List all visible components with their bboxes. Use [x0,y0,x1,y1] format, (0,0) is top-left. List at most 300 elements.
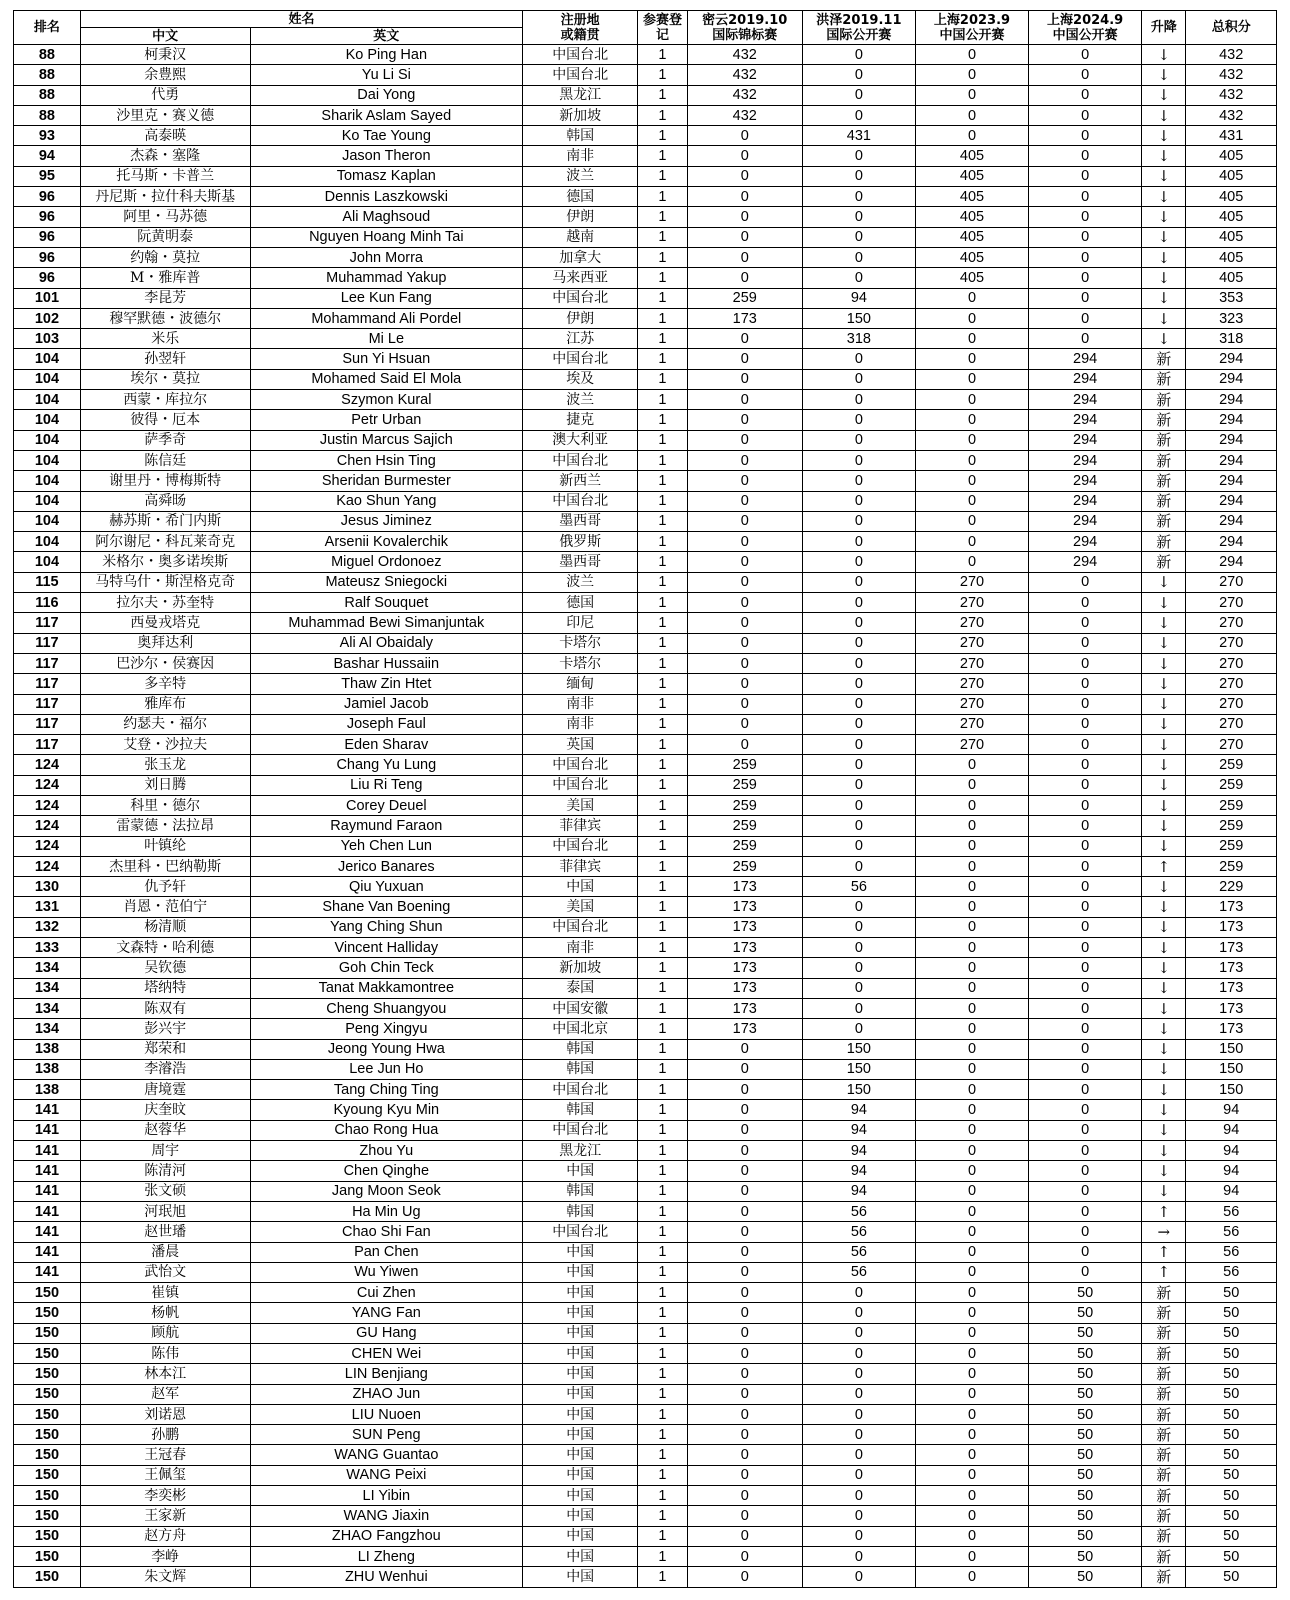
total-points-cell: 94 [1186,1181,1277,1201]
table-row [14,65,1277,85]
hongze-2019-points-cell: 150 [802,1080,915,1100]
registered-cell: 1 [638,207,687,227]
registered-cell: 1 [638,1303,687,1323]
chinese-name-cell: 陈伟 [80,1344,250,1364]
hongze-2019-points-cell: 0 [802,187,915,207]
registered-cell: 1 [638,572,687,592]
trend-cell: ↓ [1142,308,1186,328]
shanghai-2024-points-cell: 50 [1029,1567,1142,1587]
region-cell: 中国台北 [523,45,638,65]
rank-cell: 150 [14,1384,81,1404]
shanghai-2023-points-cell: 0 [915,958,1028,978]
rank-cell: 104 [14,552,81,572]
table-row [14,613,1277,633]
registered-cell: 1 [638,227,687,247]
shanghai-2023-points-cell: 0 [915,775,1028,795]
registered-cell: 1 [638,308,687,328]
ranking-table [13,10,1277,1588]
shanghai-2024-points-cell: 0 [1029,126,1142,146]
chinese-name-cell: 阮黄明泰 [80,227,250,247]
miyun-2019-points-cell: 0 [687,369,802,389]
english-name-cell: Szymon Kural [250,390,523,410]
hongze-2019-points-cell: 0 [802,795,915,815]
registered-cell: 1 [638,1364,687,1384]
registered-cell: 1 [638,714,687,734]
table-row [14,126,1277,146]
total-points-cell: 270 [1186,593,1277,613]
registered-cell: 1 [638,1323,687,1343]
miyun-2019-points-cell: 432 [687,65,802,85]
english-name-cell: Jamiel Jacob [250,694,523,714]
region-cell: 中国 [523,877,638,897]
chinese-name-cell: 杨帆 [80,1303,250,1323]
shanghai-2023-points-cell: 0 [915,471,1028,491]
total-points-cell: 50 [1186,1303,1277,1323]
header-event4-line2: 中国公开赛 [1052,27,1118,43]
trend-cell: ↓ [1142,146,1186,166]
shanghai-2023-points-cell: 0 [915,1384,1028,1404]
chinese-name-cell: 沙里克・赛义德 [80,105,250,125]
shanghai-2024-points-cell: 294 [1029,450,1142,470]
total-points-cell: 259 [1186,836,1277,856]
total-points-cell: 50 [1186,1344,1277,1364]
total-points-cell: 405 [1186,166,1277,186]
registered-cell: 1 [638,349,687,369]
english-name-cell: Dennis Laszkowski [250,187,523,207]
rank-cell: 138 [14,1039,81,1059]
table-row [14,268,1277,288]
shanghai-2024-points-cell: 0 [1029,1120,1142,1140]
miyun-2019-points-cell: 0 [687,1364,802,1384]
shanghai-2023-points-cell: 0 [915,1100,1028,1120]
shanghai-2024-points-cell: 0 [1029,1039,1142,1059]
shanghai-2024-points-cell: 0 [1029,917,1142,937]
rank-cell: 134 [14,998,81,1018]
hongze-2019-points-cell: 318 [802,329,915,349]
hongze-2019-points-cell: 0 [802,430,915,450]
header-total: 总积分 [1186,11,1277,45]
total-points-cell: 259 [1186,856,1277,876]
registered-cell: 1 [638,369,687,389]
region-cell: 中国 [523,1486,638,1506]
chinese-name-cell: 陈信廷 [80,450,250,470]
table-row [14,227,1277,247]
miyun-2019-points-cell: 0 [687,633,802,653]
rank-cell: 141 [14,1120,81,1140]
table-row [14,795,1277,815]
trend-cell: 新 [1142,1526,1186,1546]
total-points-cell: 405 [1186,207,1277,227]
trend-cell: 新 [1142,349,1186,369]
shanghai-2023-points-cell: 405 [915,207,1028,227]
table-row [14,1039,1277,1059]
registered-cell: 1 [638,1546,687,1566]
chinese-name-cell: 西曼戎塔克 [80,613,250,633]
chinese-name-cell: 杨清顺 [80,917,250,937]
trend-cell: 新 [1142,1404,1186,1424]
total-points-cell: 294 [1186,511,1277,531]
region-cell: 江苏 [523,329,638,349]
total-points-cell: 405 [1186,187,1277,207]
table-row [14,1323,1277,1343]
rank-cell: 133 [14,938,81,958]
chinese-name-cell: 朱文辉 [80,1567,250,1587]
miyun-2019-points-cell: 0 [687,126,802,146]
total-points-cell: 294 [1186,532,1277,552]
shanghai-2023-points-cell: 0 [915,856,1028,876]
chinese-name-cell: 高泰暎 [80,126,250,146]
miyun-2019-points-cell: 0 [687,1242,802,1262]
chinese-name-cell: 雷蒙德・法拉昂 [80,816,250,836]
miyun-2019-points-cell: 0 [687,268,802,288]
trend-cell: ↓ [1142,1181,1186,1201]
table-row [14,856,1277,876]
total-points-cell: 259 [1186,795,1277,815]
shanghai-2023-points-cell: 270 [915,694,1028,714]
english-name-cell: Raymund Faraon [250,816,523,836]
english-name-cell: Justin Marcus Sajich [250,430,523,450]
shanghai-2024-points-cell: 50 [1029,1283,1142,1303]
miyun-2019-points-cell: 0 [687,1404,802,1424]
english-name-cell: GU Hang [250,1323,523,1343]
english-name-cell: Petr Urban [250,410,523,430]
rank-cell: 117 [14,674,81,694]
rank-cell: 104 [14,511,81,531]
shanghai-2024-points-cell: 0 [1029,978,1142,998]
region-cell: 中国台北 [523,755,638,775]
header-registered-line2: 记 [655,27,669,43]
english-name-cell: Tomasz Kaplan [250,166,523,186]
chinese-name-cell: 约瑟夫・福尔 [80,714,250,734]
hongze-2019-points-cell: 0 [802,1425,915,1445]
chinese-name-cell: 河珉旭 [80,1201,250,1221]
hongze-2019-points-cell: 0 [802,1404,915,1424]
hongze-2019-points-cell: 94 [802,1100,915,1120]
table-row [14,694,1277,714]
hongze-2019-points-cell: 0 [802,836,915,856]
region-cell: 韩国 [523,1100,638,1120]
rank-cell: 104 [14,471,81,491]
hongze-2019-points-cell: 0 [802,369,915,389]
miyun-2019-points-cell: 0 [687,1283,802,1303]
shanghai-2024-points-cell: 0 [1029,1161,1142,1181]
shanghai-2024-points-cell: 0 [1029,45,1142,65]
registered-cell: 1 [638,958,687,978]
registered-cell: 1 [638,1100,687,1120]
total-points-cell: 56 [1186,1262,1277,1282]
region-cell: 韩国 [523,1201,638,1221]
hongze-2019-points-cell: 0 [802,1283,915,1303]
region-cell: 墨西哥 [523,552,638,572]
registered-cell: 1 [638,126,687,146]
total-points-cell: 50 [1186,1567,1277,1587]
region-cell: 中国台北 [523,450,638,470]
region-cell: 中国台北 [523,775,638,795]
miyun-2019-points-cell: 0 [687,593,802,613]
chinese-name-cell: 仇予轩 [80,877,250,897]
shanghai-2024-points-cell: 0 [1029,856,1142,876]
english-name-cell: Mohammand Ali Pordel [250,308,523,328]
rank-cell: 96 [14,227,81,247]
chinese-name-cell: 李昆芳 [80,288,250,308]
miyun-2019-points-cell: 0 [687,572,802,592]
chinese-name-cell: 阿尔谢尼・科瓦莱奇克 [80,532,250,552]
trend-cell: ↓ [1142,816,1186,836]
miyun-2019-points-cell: 0 [687,532,802,552]
english-name-cell: Bashar Hussaiin [250,653,523,673]
region-cell: 中国 [523,1445,638,1465]
shanghai-2024-points-cell: 50 [1029,1546,1142,1566]
shanghai-2023-points-cell: 0 [915,1120,1028,1140]
trend-cell: ↓ [1142,1100,1186,1120]
registered-cell: 1 [638,390,687,410]
shanghai-2024-points-cell: 0 [1029,85,1142,105]
miyun-2019-points-cell: 173 [687,978,802,998]
hongze-2019-points-cell: 94 [802,288,915,308]
chinese-name-cell: 李濬浩 [80,1059,250,1079]
region-cell: 德国 [523,187,638,207]
table-row [14,1364,1277,1384]
total-points-cell: 173 [1186,917,1277,937]
shanghai-2023-points-cell: 0 [915,877,1028,897]
table-row [14,674,1277,694]
rank-cell: 117 [14,653,81,673]
hongze-2019-points-cell: 0 [802,1465,915,1485]
miyun-2019-points-cell: 0 [687,207,802,227]
region-cell: 南非 [523,146,638,166]
header-registered-line1: 参赛登 [642,12,682,28]
hongze-2019-points-cell: 94 [802,1120,915,1140]
table-row [14,917,1277,937]
shanghai-2023-points-cell: 405 [915,247,1028,267]
total-points-cell: 270 [1186,674,1277,694]
region-cell: 中国 [523,1404,638,1424]
miyun-2019-points-cell: 0 [687,1080,802,1100]
shanghai-2023-points-cell: 0 [915,349,1028,369]
shanghai-2024-points-cell: 0 [1029,1019,1142,1039]
chinese-name-cell: 高舜旸 [80,491,250,511]
registered-cell: 1 [638,775,687,795]
miyun-2019-points-cell: 0 [687,450,802,470]
miyun-2019-points-cell: 0 [687,1425,802,1445]
total-points-cell: 294 [1186,450,1277,470]
shanghai-2024-points-cell: 294 [1029,349,1142,369]
total-points-cell: 50 [1186,1506,1277,1526]
shanghai-2023-points-cell: 405 [915,227,1028,247]
registered-cell: 1 [638,1141,687,1161]
english-name-cell: Liu Ri Teng [250,775,523,795]
total-points-cell: 294 [1186,430,1277,450]
registered-cell: 1 [638,247,687,267]
trend-cell: ↓ [1142,288,1186,308]
header-region [523,11,638,45]
english-name-cell: WANG Jiaxin [250,1506,523,1526]
english-name-cell: Chen Qinghe [250,1161,523,1181]
hongze-2019-points-cell: 0 [802,775,915,795]
registered-cell: 1 [638,45,687,65]
english-name-cell: WANG Peixi [250,1465,523,1485]
region-cell: 捷克 [523,410,638,430]
shanghai-2023-points-cell: 0 [915,65,1028,85]
english-name-cell: Chen Hsin Ting [250,450,523,470]
registered-cell: 1 [638,1465,687,1485]
region-cell: 中国北京 [523,1019,638,1039]
total-points-cell: 405 [1186,146,1277,166]
total-points-cell: 294 [1186,369,1277,389]
english-name-cell: Shane Van Boening [250,897,523,917]
shanghai-2023-points-cell: 0 [915,450,1028,470]
chinese-name-cell: 穆罕默德・波德尔 [80,308,250,328]
trend-cell: 新 [1142,1546,1186,1566]
trend-cell: ↑ [1142,1242,1186,1262]
total-points-cell: 318 [1186,329,1277,349]
trend-cell: ↓ [1142,572,1186,592]
table-row [14,308,1277,328]
registered-cell: 1 [638,593,687,613]
table-row [14,1465,1277,1485]
table-row [14,1546,1277,1566]
shanghai-2024-points-cell: 0 [1029,674,1142,694]
chinese-name-cell: 约翰・莫拉 [80,247,250,267]
english-name-cell: Kyoung Kyu Min [250,1100,523,1120]
rank-cell: 116 [14,593,81,613]
chinese-name-cell: 武怡文 [80,1262,250,1282]
chinese-name-cell: 李奕彬 [80,1486,250,1506]
chinese-name-cell: 吴钦德 [80,958,250,978]
trend-cell: ↓ [1142,755,1186,775]
hongze-2019-points-cell: 0 [802,390,915,410]
miyun-2019-points-cell: 0 [687,1323,802,1343]
registered-cell: 1 [638,1059,687,1079]
region-cell: 中国台北 [523,1080,638,1100]
registered-cell: 1 [638,1445,687,1465]
trend-cell: ↓ [1142,1059,1186,1079]
chinese-name-cell: 顾航 [80,1323,250,1343]
rank-cell: 104 [14,410,81,430]
miyun-2019-points-cell: 0 [687,247,802,267]
miyun-2019-points-cell: 0 [687,1039,802,1059]
chinese-name-cell: 周宇 [80,1141,250,1161]
trend-cell: ↓ [1142,187,1186,207]
rank-cell: 101 [14,288,81,308]
chinese-name-cell: 赵方舟 [80,1526,250,1546]
chinese-name-cell: 刘诺恩 [80,1404,250,1424]
region-cell: 韩国 [523,1181,638,1201]
english-name-cell: Zhou Yu [250,1141,523,1161]
miyun-2019-points-cell: 0 [687,1059,802,1079]
english-name-cell: LIU Nuoen [250,1404,523,1424]
chinese-name-cell: 米乐 [80,329,250,349]
hongze-2019-points-cell: 0 [802,1526,915,1546]
table-row [14,329,1277,349]
trend-cell: ↑ [1142,856,1186,876]
trend-cell: ↓ [1142,613,1186,633]
shanghai-2024-points-cell: 0 [1029,714,1142,734]
trend-cell: ↓ [1142,1141,1186,1161]
rank-cell: 150 [14,1567,81,1587]
hongze-2019-points-cell: 0 [802,491,915,511]
rank-cell: 150 [14,1506,81,1526]
table-row [14,897,1277,917]
english-name-cell: Peng Xingyu [250,1019,523,1039]
table-row [14,572,1277,592]
shanghai-2023-points-cell: 0 [915,85,1028,105]
shanghai-2023-points-cell: 270 [915,674,1028,694]
shanghai-2024-points-cell: 50 [1029,1323,1142,1343]
trend-cell: 新 [1142,1344,1186,1364]
registered-cell: 1 [638,187,687,207]
english-name-cell: Muhammad Bewi Simanjuntak [250,613,523,633]
region-cell: 卡塔尔 [523,653,638,673]
miyun-2019-points-cell: 0 [687,653,802,673]
table-row [14,593,1277,613]
shanghai-2024-points-cell: 0 [1029,816,1142,836]
hongze-2019-points-cell: 0 [802,613,915,633]
registered-cell: 1 [638,897,687,917]
header-event-shanghai-2023 [915,11,1028,45]
english-name-cell: Jeong Young Hwa [250,1039,523,1059]
rank-cell: 150 [14,1344,81,1364]
table-row [14,1344,1277,1364]
chinese-name-cell: 王家新 [80,1506,250,1526]
total-points-cell: 50 [1186,1445,1277,1465]
region-cell: 中国台北 [523,349,638,369]
miyun-2019-points-cell: 0 [687,410,802,430]
total-points-cell: 94 [1186,1100,1277,1120]
rank-cell: 95 [14,166,81,186]
shanghai-2023-points-cell: 0 [915,1181,1028,1201]
trend-cell: ↑ [1142,1262,1186,1282]
shanghai-2023-points-cell: 0 [915,105,1028,125]
region-cell: 黑龙江 [523,85,638,105]
miyun-2019-points-cell: 0 [687,1161,802,1181]
shanghai-2023-points-cell: 405 [915,146,1028,166]
table-row [14,1384,1277,1404]
table-row [14,511,1277,531]
chinese-name-cell: 雅库布 [80,694,250,714]
shanghai-2023-points-cell: 0 [915,511,1028,531]
registered-cell: 1 [638,288,687,308]
english-name-cell: ZHU Wenhui [250,1567,523,1587]
miyun-2019-points-cell: 0 [687,1465,802,1485]
region-cell: 泰国 [523,978,638,998]
table-row [14,755,1277,775]
registered-cell: 1 [638,816,687,836]
region-cell: 菲律宾 [523,856,638,876]
registered-cell: 1 [638,532,687,552]
shanghai-2024-points-cell: 0 [1029,633,1142,653]
table-row [14,390,1277,410]
shanghai-2024-points-cell: 0 [1029,877,1142,897]
english-name-cell: Mohamed Said El Mola [250,369,523,389]
header-rank: 排名 [14,11,81,45]
total-points-cell: 323 [1186,308,1277,328]
hongze-2019-points-cell: 0 [802,146,915,166]
table-row [14,1100,1277,1120]
table-row [14,552,1277,572]
header-event-miyun-2019 [687,11,802,45]
total-points-cell: 50 [1186,1546,1277,1566]
region-cell: 卡塔尔 [523,633,638,653]
table-row [14,653,1277,673]
shanghai-2024-points-cell: 0 [1029,1141,1142,1161]
hongze-2019-points-cell: 0 [802,1567,915,1587]
hongze-2019-points-cell: 0 [802,938,915,958]
shanghai-2024-points-cell: 0 [1029,735,1142,755]
shanghai-2023-points-cell: 0 [915,1486,1028,1506]
english-name-cell: ZHAO Jun [250,1384,523,1404]
shanghai-2024-points-cell: 0 [1029,836,1142,856]
